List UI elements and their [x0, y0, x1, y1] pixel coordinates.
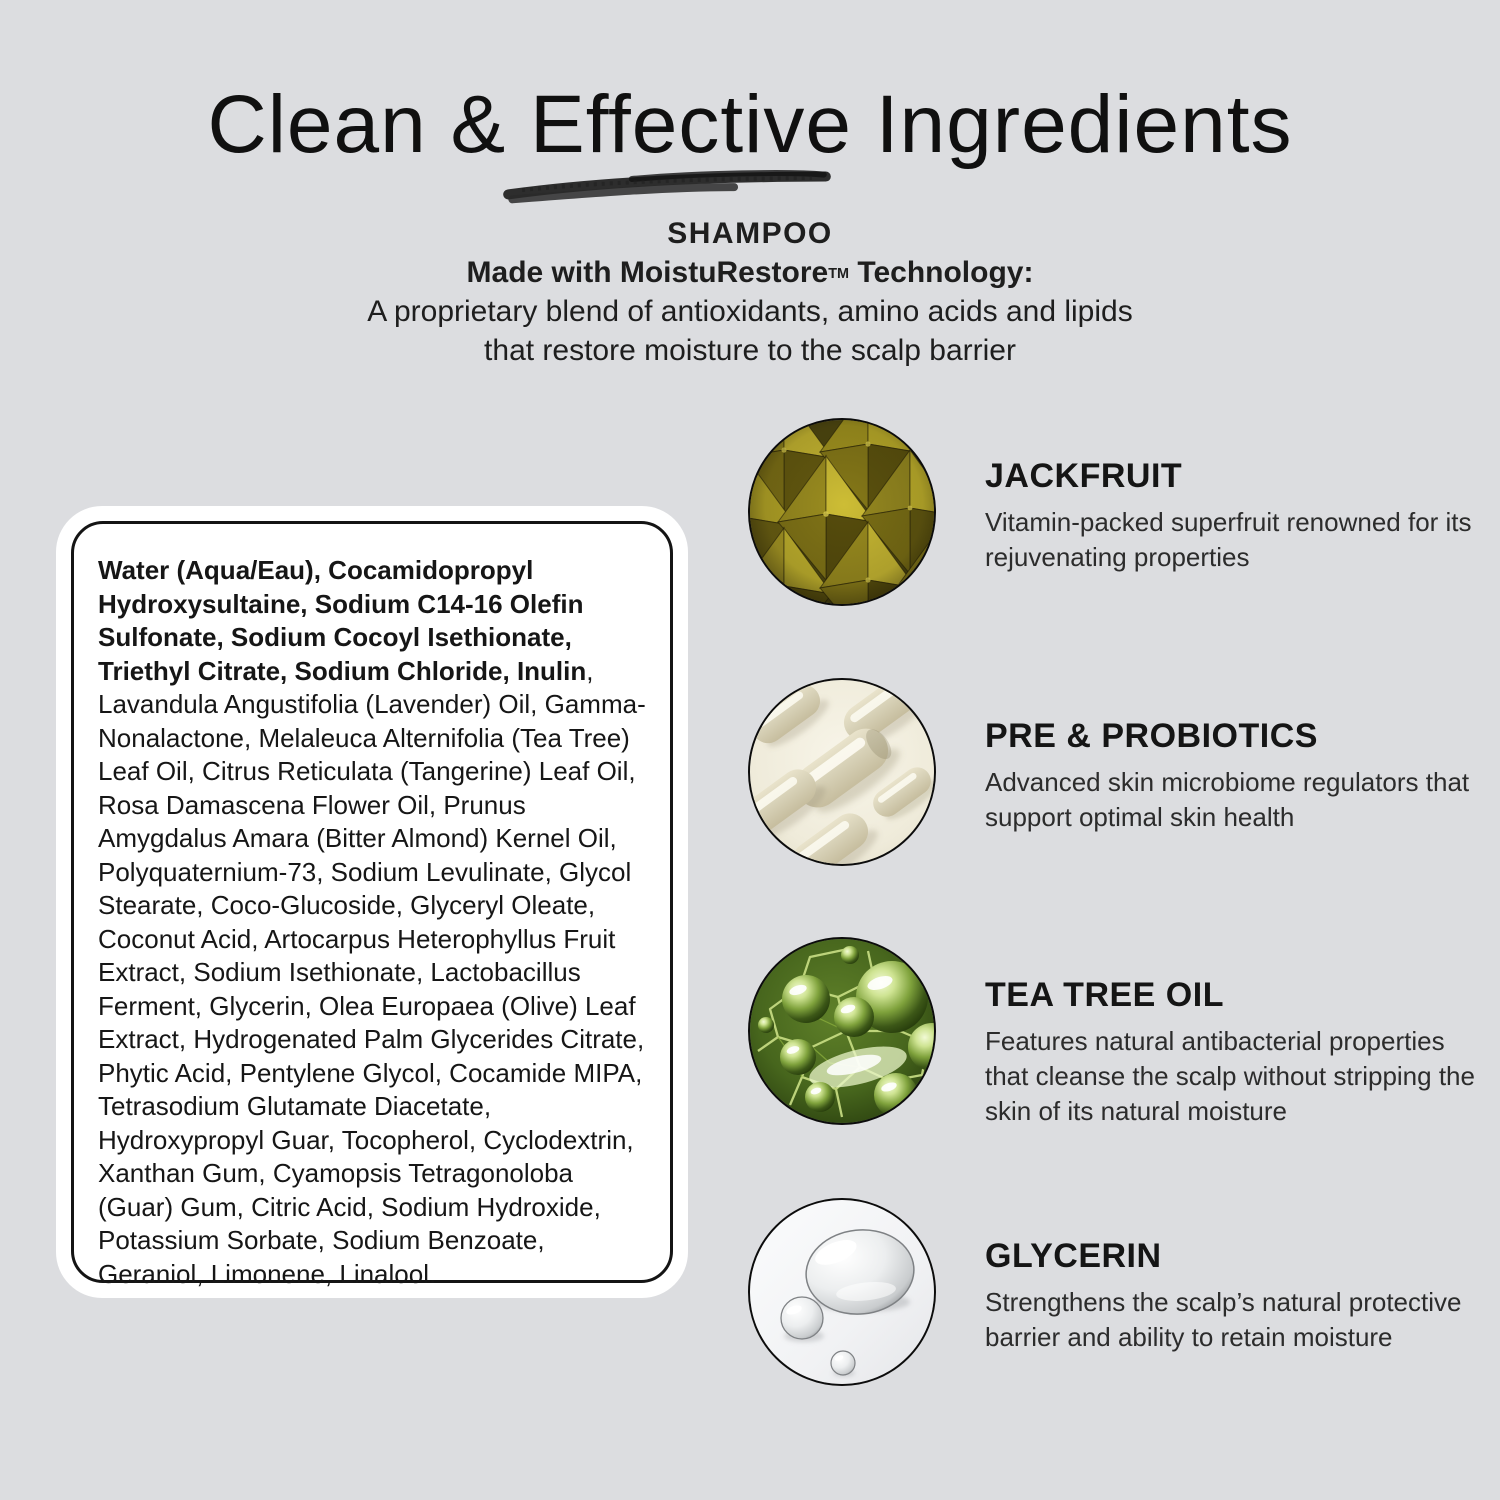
feature-row-probiotics: [748, 678, 1468, 878]
feature-row-glycerin: [748, 1198, 1468, 1398]
subtitle-block: [0, 214, 1500, 370]
feature-title: PRE & PROBIOTICS: [985, 717, 1318, 755]
trademark-symbol: TM: [828, 266, 850, 282]
technology-prefix: Made with MoistuRestore: [466, 256, 829, 289]
technology-line: [0, 253, 1500, 292]
feature-description: Features natural antibacterial properties that cleanse the scalp without stripping the skin of its natural moisture: [985, 1026, 1475, 1127]
ingredients-key-bold: Water (Aqua/Eau), Cocamidopropyl Hydroxysultaine, Sodium C14-16 Olefin Sulfonate, Sodium Cocoyl Isethionate, Triethyl Citrate, Sodium Chloride, Inulin: [98, 555, 587, 686]
feature-title: TEA TREE OIL: [985, 976, 1224, 1014]
feature-text-glycerin: [985, 1238, 1475, 1355]
feature-row-jackfruit: [748, 418, 1472, 618]
feature-description: Strengthens the scalp’s natural protective barrier and ability to retain moisture: [985, 1287, 1462, 1353]
feature-title: GLYCERIN: [985, 1237, 1162, 1275]
jackfruit-photo: [748, 418, 936, 606]
feature-description: Vitamin-packed superfruit renowned for its rejuvenating properties: [985, 507, 1472, 573]
page-title: Clean & Effective Ingredients: [207, 79, 1293, 170]
feature-title: JACKFRUIT: [985, 457, 1183, 495]
glycerin-droplets-photo: [748, 1198, 936, 1386]
feature-row-tea-tree: [748, 937, 1475, 1137]
probiotic-capsules-photo: [748, 678, 936, 866]
feature-text-jackfruit: [985, 458, 1475, 575]
ingredients-rest: , Lavandula Angustifolia (Lavender) Oil, Gamma-Nonalactone, Melaleuca Alternifolia (Tea Tree) Leaf Oil, Citrus Reticulata (Tangerine) Leaf Oil, Rosa Damascena Flower Oil, Prunus Amygdalus Amara (Bitter Almond) Kernel Oil, Polyquaternium-73, Sodium Levulinate, Glycol Stearate, Coco-Glucoside, Glyceryl Oleate, Coconut Acid, Artocarpus Heterophyllus Fruit Extract, Sodium Isethionate, Lactobacillus Ferment, Glycerin, Olea Europaea (Olive) Leaf Extract, Hydrogenated Palm Glycerides Citrate, Phytic Acid, Pentylene Glycol, Cocamide MIPA, Tetrasodium Glutamate Diacetate, Hydroxypropyl Guar, Tocopherol, Cyclodextrin, Xanthan Gum, Cyamopsis Tetragonoloba (Guar) Gum, Citric Acid, Sodium Hydroxide, Potassium Sorbate, Sodium Benzoate, Geraniol, Limonene, Linalool.: [98, 655, 646, 1289]
feature-text-tea-tree: [985, 977, 1475, 1129]
technology-suffix: Technology:: [849, 256, 1034, 289]
feature-description: Advanced skin microbiome regulators that support optimal skin health: [985, 767, 1470, 833]
product-type-label: SHAMPOO: [667, 217, 833, 250]
feature-text-probiotics: [985, 718, 1475, 835]
tea-tree-leaf-photo: [748, 937, 936, 1125]
ingredients-panel: [56, 506, 688, 1298]
ingredients-list: [98, 554, 650, 1291]
technology-description-line1: A proprietary blend of antioxidants, amino acids and lipids: [367, 295, 1133, 328]
technology-description-line2: that restore moisture to the scalp barrier: [484, 334, 1016, 367]
